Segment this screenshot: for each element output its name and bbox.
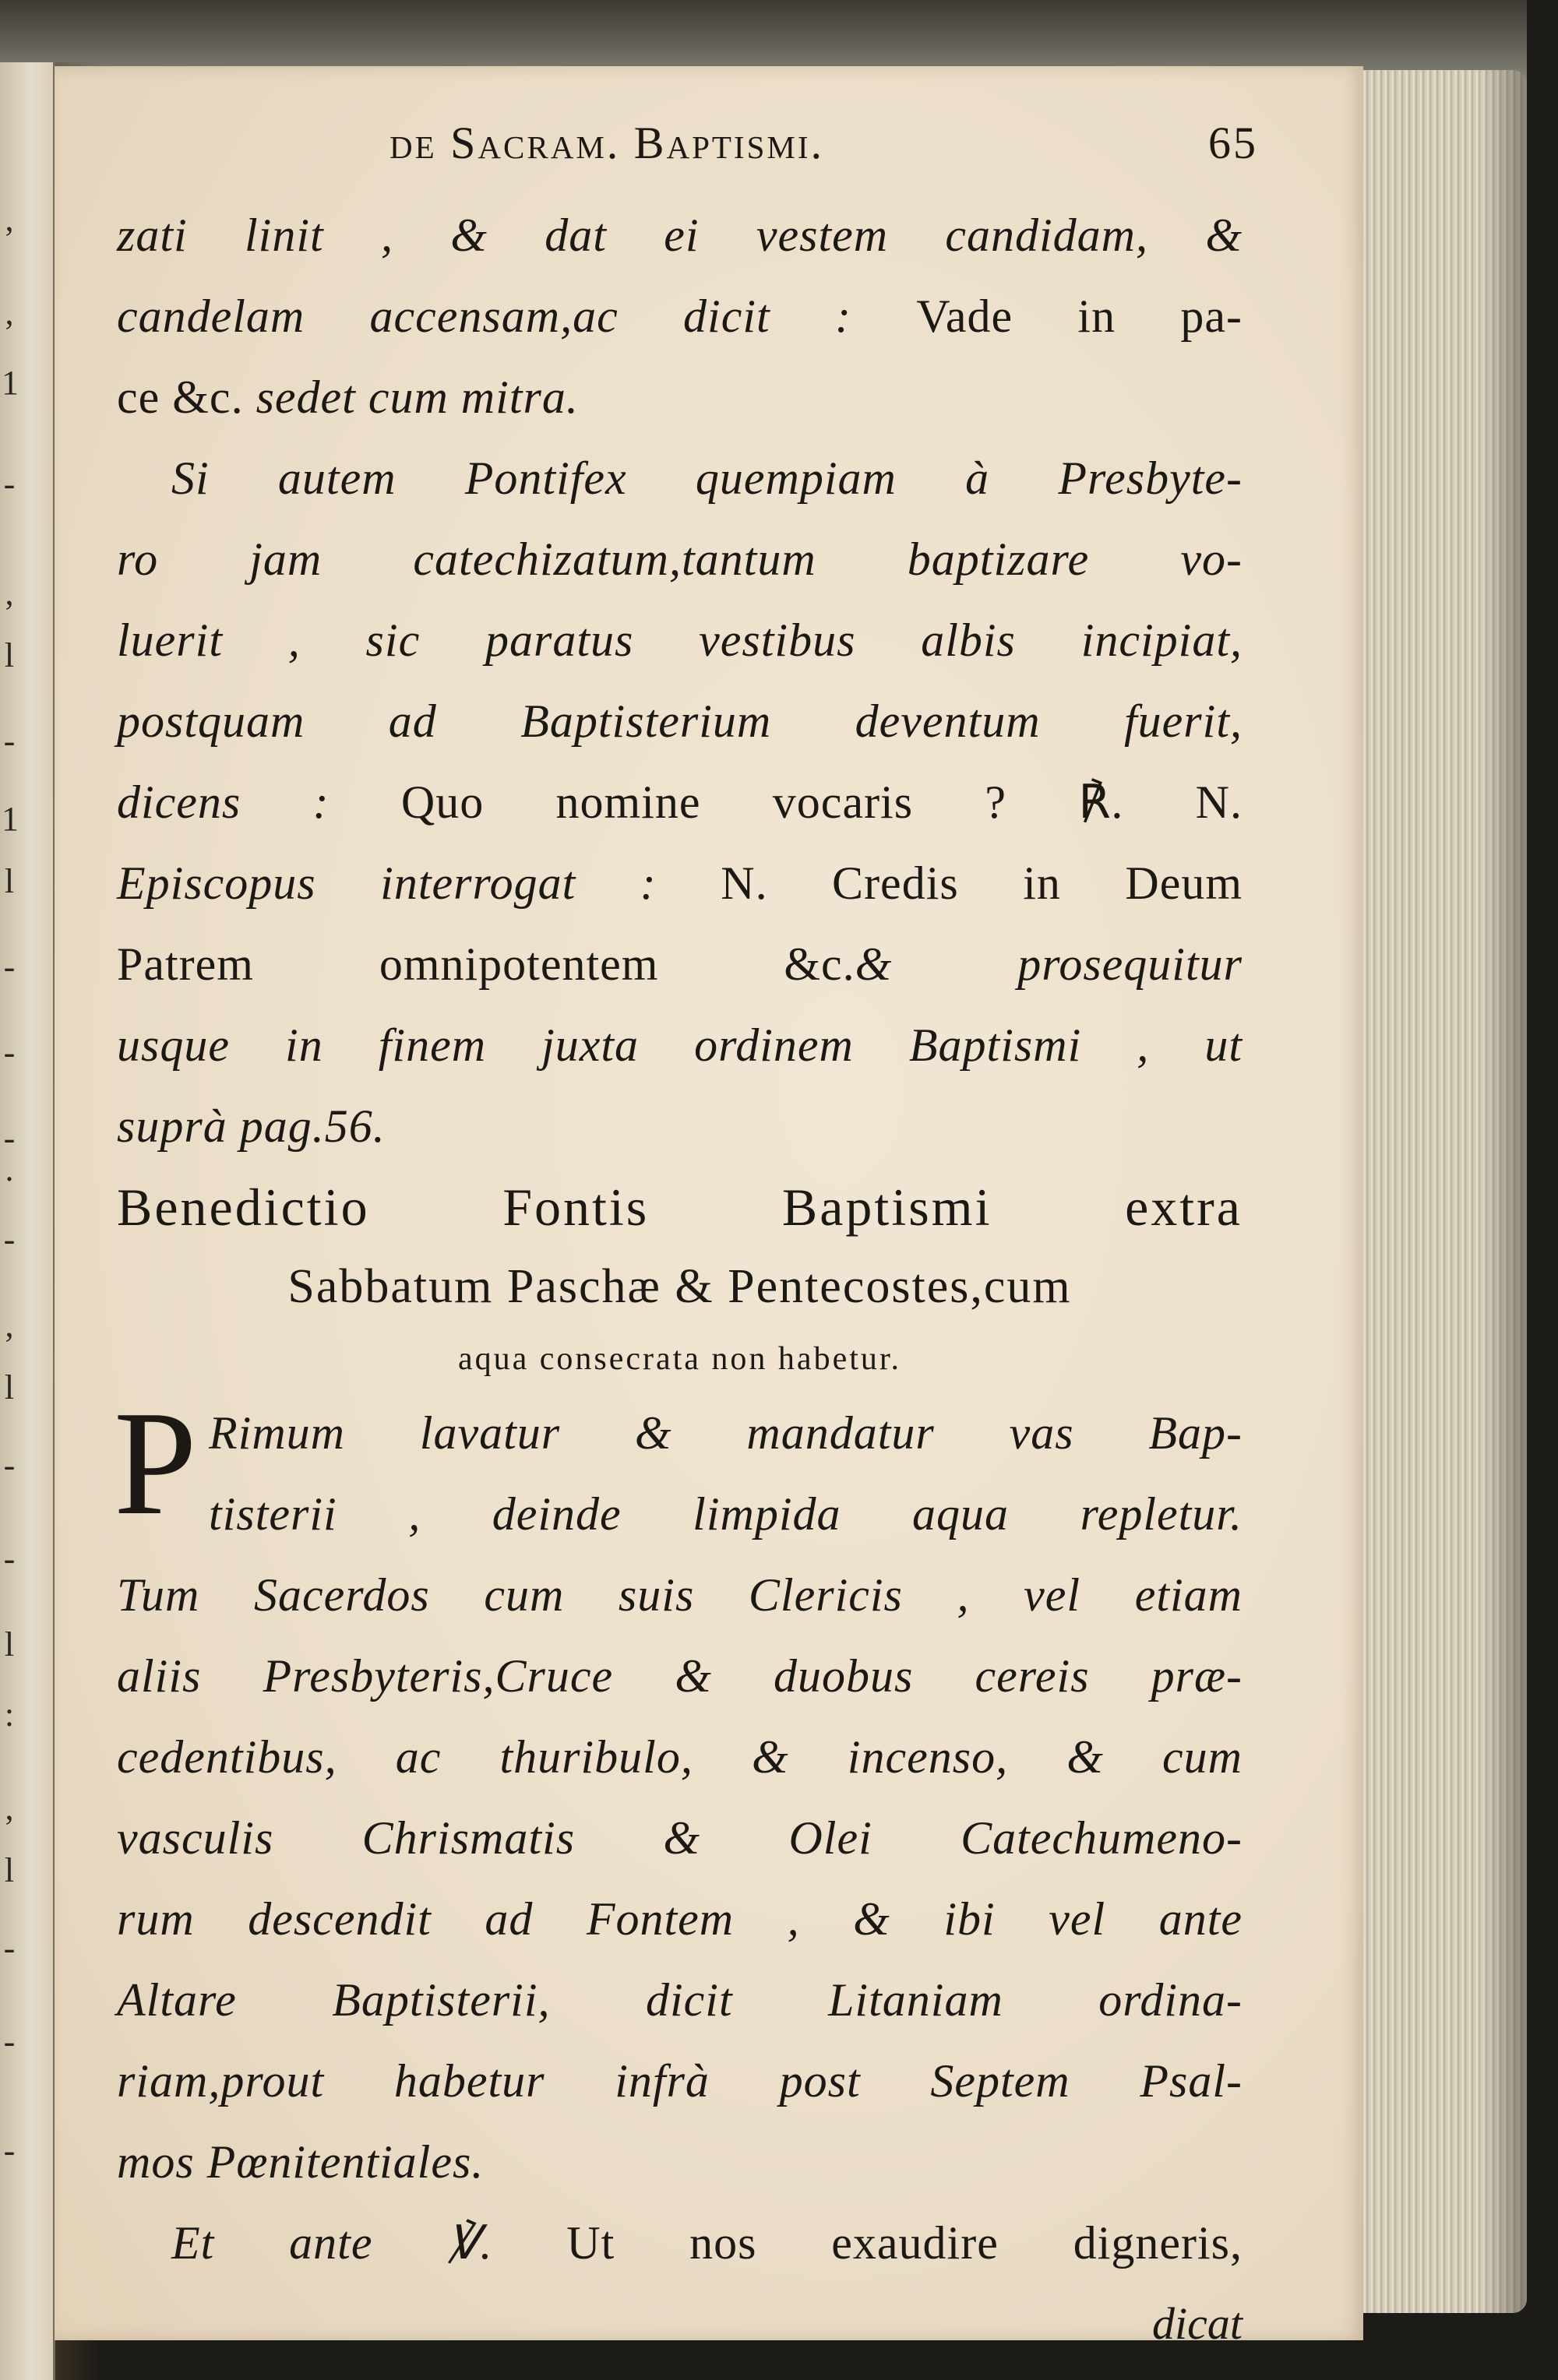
italic-text: dicens : [117, 776, 401, 828]
roman-text: Quo nomine vocaris ? ℟. N. [400, 776, 1243, 828]
italic-text: suprà pag.56. [117, 1100, 386, 1152]
roman-text: ce &c. [117, 371, 256, 423]
facing-page-mark: - [3, 2023, 16, 2061]
italic-text: postquam ad Baptisterium deventum fuerit, [117, 695, 1243, 747]
text-line [117, 438, 1243, 519]
facing-page-mark: 1 [2, 364, 19, 402]
rubric-lines [117, 1392, 1243, 2202]
text-line [117, 843, 1243, 924]
italic-text: luerit , sic paratus vestibus albis incipiat, [117, 614, 1243, 666]
facing-page-mark: - [3, 465, 16, 503]
rubric-line: Altare Baptisterii, dicit Litaniam ordina- [117, 1974, 1243, 2026]
facing-page-mark: , [5, 200, 14, 238]
text-line [117, 1005, 1243, 1086]
italic-text: Episcopus interrogat : [117, 857, 721, 909]
rubric-line: vasculis Chrismatis & Olei Catechumeno- [117, 1812, 1243, 1864]
running-header [117, 117, 1258, 195]
rubric-line: Rimum lavatur & mandatur vas Bap- [209, 1407, 1243, 1459]
facing-page-mark: , [5, 1789, 14, 1827]
facing-page-mark: - [3, 2132, 16, 2170]
facing-page-mark: - [3, 1540, 16, 1578]
facing-page-mark: l [4, 862, 15, 900]
facing-page-mark: l [4, 1625, 15, 1664]
text-line [117, 357, 1243, 438]
facing-page-mark: , [5, 1306, 14, 1344]
facing-page-mark: - [3, 1119, 16, 1157]
text-line [117, 681, 1243, 762]
page-number: 65 [1208, 118, 1258, 168]
facing-page-mark: - [3, 1446, 16, 1484]
text-line [117, 195, 1243, 276]
facing-page-mark: , [5, 294, 14, 332]
facing-page-mark: - [3, 1220, 16, 1259]
italic-text: & prosequitur [855, 938, 1243, 990]
italic-text: Si autem Pontifex quempiam à Presbyte- [171, 452, 1243, 504]
roman-text: N. Credis in Deum [721, 857, 1243, 909]
rubric-line: mos Pœnitentiales. [117, 2136, 485, 2188]
book-page [55, 66, 1363, 2349]
closing-line [117, 2202, 1243, 2283]
catchword: dicat [1152, 2298, 1243, 2349]
facing-page-mark: - [3, 1929, 16, 1967]
roman-text: Patrem omnipotentem &c. [117, 938, 855, 990]
rubric-line: tisterii , deinde limpida aqua repletur. [209, 1488, 1243, 1540]
facing-page-mark: . [5, 1150, 14, 1188]
facing-page-mark: : [4, 1695, 15, 1734]
closing-roman: Ut nos exaudire digneris, [566, 2217, 1243, 2269]
facing-page-mark: - [3, 722, 16, 760]
facing-page-mark: , [5, 574, 14, 612]
rubric-line: Tum Sacerdos cum suis Clericis , vel etiam [117, 1569, 1243, 1621]
rubric-line: rum descendit ad Fontem , & ibi vel ante [117, 1893, 1243, 1945]
text-line [117, 1086, 1243, 1167]
text-line [117, 600, 1243, 681]
facing-page-mark: 1 [2, 800, 19, 838]
facing-page-mark: l [4, 1851, 15, 1889]
text-line [117, 519, 1243, 600]
roman-text: Vade in pa- [916, 290, 1243, 342]
italic-text: candelam accensam,ac dicit : [117, 290, 917, 342]
section-title-line-3: aqua consecrata non habetur. [457, 1341, 902, 1377]
italic-text: ro jam catechizatum,tantum baptizare vo- [117, 533, 1243, 585]
rubric-line: riam,prout habetur infrà post Septem Psal- [117, 2055, 1243, 2107]
rubric-line: cedentibus, ac thuribulo, & incenso, & cum [117, 1731, 1243, 1783]
facing-page-mark: l [4, 636, 15, 674]
body-paragraphs [117, 195, 1243, 1167]
closing-italic: Et ante ℣. [171, 2217, 493, 2269]
page-stack-shade [1480, 70, 1527, 2313]
italic-text: sedet cum mitra. [256, 371, 579, 423]
facing-page-mark: - [3, 948, 16, 986]
drop-cap: P [114, 1380, 197, 1546]
text-line [117, 924, 1243, 1005]
running-title: de Sacram. Baptismi. [390, 118, 824, 168]
facing-page-mark: l [4, 1368, 15, 1407]
italic-text: zati linit , & dat ei vestem candidam, & [117, 209, 1243, 261]
italic-text: usque in finem juxta ordinem Baptismi , ut [117, 1019, 1243, 1071]
text-block [114, 117, 1258, 2364]
facing-page-mark: - [3, 1033, 16, 1072]
text-line [117, 276, 1243, 357]
section-title-line-2: Sabbatum Paschæ & Pentecostes,cum [287, 1260, 1072, 1313]
section-title-line-1: Benedictio Fontis Baptismi extra [117, 1178, 1243, 1237]
rubric-paragraph [114, 1380, 1243, 2202]
left-page-edge [0, 62, 55, 2380]
text-line [117, 762, 1243, 843]
rubric-line: aliis Presbyteris,Cruce & duobus cereis præ- [117, 1650, 1243, 1702]
